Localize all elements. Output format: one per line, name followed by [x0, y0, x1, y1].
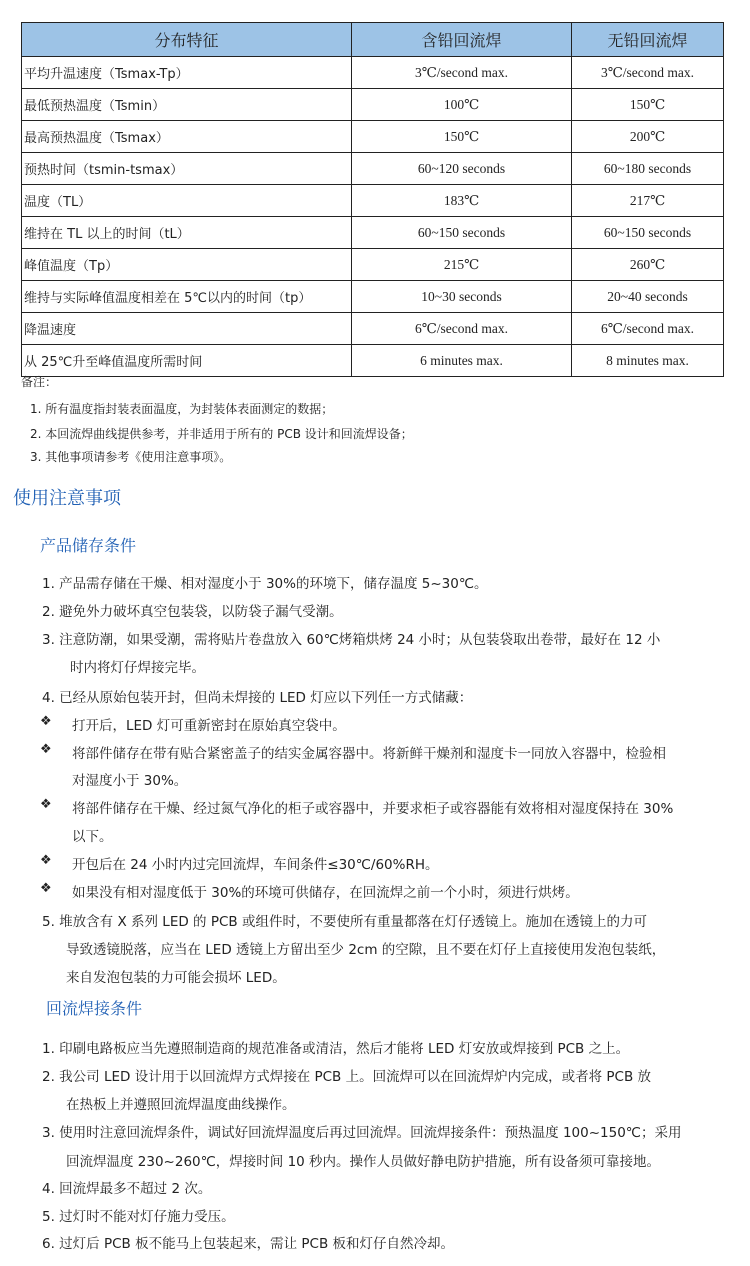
row-leaded-cell: 150℃: [352, 121, 572, 153]
list-item: 2. 我公司 LED 设计用于以回流焊方式焊接在 PCB 上。回流焊可以在回流焊炉内完成，或者将 PCB 放: [42, 1069, 652, 1085]
header-feature: 分布特征: [22, 23, 352, 57]
row-leadfree-cell: 260℃: [572, 249, 724, 281]
table-row: [22, 121, 724, 153]
list-item: 5. 过灯时不能对灯仔施力受压。: [42, 1209, 235, 1225]
bullet-item-cont: 以下。: [72, 829, 113, 845]
diamond-bullet-icon: ❖: [40, 853, 52, 868]
row-leadfree-cell: 60~150 seconds: [572, 217, 724, 249]
list-item: 1. 印刷电路板应当先遵照制造商的规范准备或清洁，然后才能将 LED 灯安放或焊接到 PCB 之上。: [42, 1041, 630, 1057]
list-item: 3. 使用时注意回流焊条件，调试好回流焊温度后再过回流焊。回流焊接条件：预热温度 100~150℃；采用: [42, 1125, 682, 1141]
table-row: [22, 89, 724, 121]
list-item: 6. 过灯后 PCB 板不能马上包装起来，需让 PCB 板和灯仔自然冷却。: [42, 1236, 454, 1252]
row-leadfree-cell: 60~180 seconds: [572, 153, 724, 185]
bullet-item-cont: 对湿度小于 30%。: [72, 773, 188, 789]
table-row: [22, 57, 724, 89]
note-item: 2. 本回流焊曲线提供参考，并非适用于所有的 PCB 设计和回流焊设备；: [30, 427, 413, 441]
row-leaded-cell: 3℃/second max.: [352, 57, 572, 89]
row-leaded-cell: 6 minutes max.: [352, 345, 572, 377]
bullet-item: 打开后，LED 灯可重新密封在原始真空袋中。: [72, 718, 346, 734]
row-leaded-cell: 100℃: [352, 89, 572, 121]
row-leadfree-cell: 3℃/second max.: [572, 57, 724, 89]
reflow-profile-table: [21, 22, 724, 377]
list-item: 2. 避免外力破坏真空包装袋，以防袋子漏气受潮。: [42, 604, 343, 620]
list-item-cont: 来自发泡包装的力可能会损坏 LED。: [66, 970, 286, 986]
table-header-row: [22, 23, 724, 57]
list-item: 5. 堆放含有 X 系列 LED 的 PCB 或组件时，不要使所有重量都落在灯仔透镜上。施加在透镜上的力可: [42, 914, 647, 930]
header-leadfree: 无铅回流焊: [572, 23, 724, 57]
row-feature-cell: 温度（TL）: [22, 185, 352, 217]
section-title-reflow: 回流焊接条件: [46, 999, 143, 1018]
bullet-item: 将部件储存在干燥、经过氮气净化的柜子或容器中，并要求柜子或容器能有效将相对湿度保持在 30%: [72, 801, 674, 817]
list-item-cont: 导致透镜脱落，应当在 LED 透镜上方留出至少 2cm 的空隙，且不要在灯仔上直接使用发泡包装纸，: [66, 942, 666, 958]
note-item: 1. 所有温度指封装表面温度，为封装体表面测定的数据；: [30, 402, 334, 416]
row-leaded-cell: 183℃: [352, 185, 572, 217]
list-item-cont: 时内将灯仔焊接完毕。: [70, 660, 205, 676]
row-feature-cell: 最低预热温度（Tsmin）: [22, 89, 352, 121]
header-leaded: 含铅回流焊: [352, 23, 572, 57]
row-leadfree-cell: 6℃/second max.: [572, 313, 724, 345]
table-row: [22, 249, 724, 281]
diamond-bullet-icon: ❖: [40, 881, 52, 896]
row-feature-cell: 预热时间（tsmin-tsmax）: [22, 153, 352, 185]
row-leaded-cell: 60~150 seconds: [352, 217, 572, 249]
row-leaded-cell: 10~30 seconds: [352, 281, 572, 313]
table-row: [22, 153, 724, 185]
row-leadfree-cell: 200℃: [572, 121, 724, 153]
row-leaded-cell: 215℃: [352, 249, 572, 281]
section-title-usage: 使用注意事项: [13, 488, 121, 509]
row-feature-cell: 降温速度: [22, 313, 352, 345]
row-leaded-cell: 60~120 seconds: [352, 153, 572, 185]
row-leadfree-cell: 150℃: [572, 89, 724, 121]
row-leadfree-cell: 20~40 seconds: [572, 281, 724, 313]
table-row: [22, 217, 724, 249]
diamond-bullet-icon: ❖: [40, 797, 52, 812]
row-feature-cell: 峰值温度（Tp）: [22, 249, 352, 281]
row-leaded-cell: 6℃/second max.: [352, 313, 572, 345]
list-item: 3. 注意防潮，如果受潮，需将贴片卷盘放入 60℃烤箱烘烤 24 小时；从包装袋取出卷带，最好在 12 小: [42, 632, 661, 648]
row-feature-cell: 维持与实际峰值温度相差在 5℃以内的时间（tp）: [22, 281, 352, 313]
list-item-cont: 在热板上并遵照回流焊温度曲线操作。: [66, 1097, 296, 1113]
table-row: [22, 281, 724, 313]
table-row: [22, 345, 724, 377]
bullet-item: 如果没有相对湿度低于 30%的环境可供储存，在回流焊之前一个小时，须进行烘烤。: [72, 885, 579, 901]
list-item: 1. 产品需存储在干燥、相对湿度小于 30%的环境下，储存温度 5~30℃。: [42, 576, 488, 592]
row-feature-cell: 维持在 TL 以上的时间（tL）: [22, 217, 352, 249]
list-item: 4. 回流焊最多不超过 2 次。: [42, 1181, 212, 1197]
bullet-item: 将部件储存在带有贴合紧密盖子的结实金属容器中。将新鲜干燥剂和湿度卡一同放入容器中，检验相: [72, 746, 666, 762]
diamond-bullet-icon: ❖: [40, 742, 52, 757]
diamond-bullet-icon: ❖: [40, 714, 52, 729]
row-leadfree-cell: 217℃: [572, 185, 724, 217]
note-item: 3. 其他事项请参考《使用注意事项》。: [30, 450, 232, 464]
table-row: [22, 185, 724, 217]
row-feature-cell: 平均升温速度（Tsmax-Tp）: [22, 57, 352, 89]
row-feature-cell: 从 25℃升至峰值温度所需时间: [22, 345, 352, 377]
section-title-storage: 产品储存条件: [40, 536, 137, 555]
list-item-cont: 回流焊温度 230~260℃，焊接时间 10 秒内。操作人员做好静电防护措施，所有设备须可靠接地。: [66, 1154, 661, 1170]
row-feature-cell: 最高预热温度（Tsmax）: [22, 121, 352, 153]
bullet-item: 开包后在 24 小时内过完回流焊，车间条件≤30℃/60%RH。: [72, 857, 439, 873]
notes-title: 备注：: [21, 375, 58, 389]
list-item: 4. 已经从原始包装开封，但尚未焊接的 LED 灯应以下列任一方式储藏：: [42, 690, 473, 706]
row-leadfree-cell: 8 minutes max.: [572, 345, 724, 377]
table-row: [22, 313, 724, 345]
